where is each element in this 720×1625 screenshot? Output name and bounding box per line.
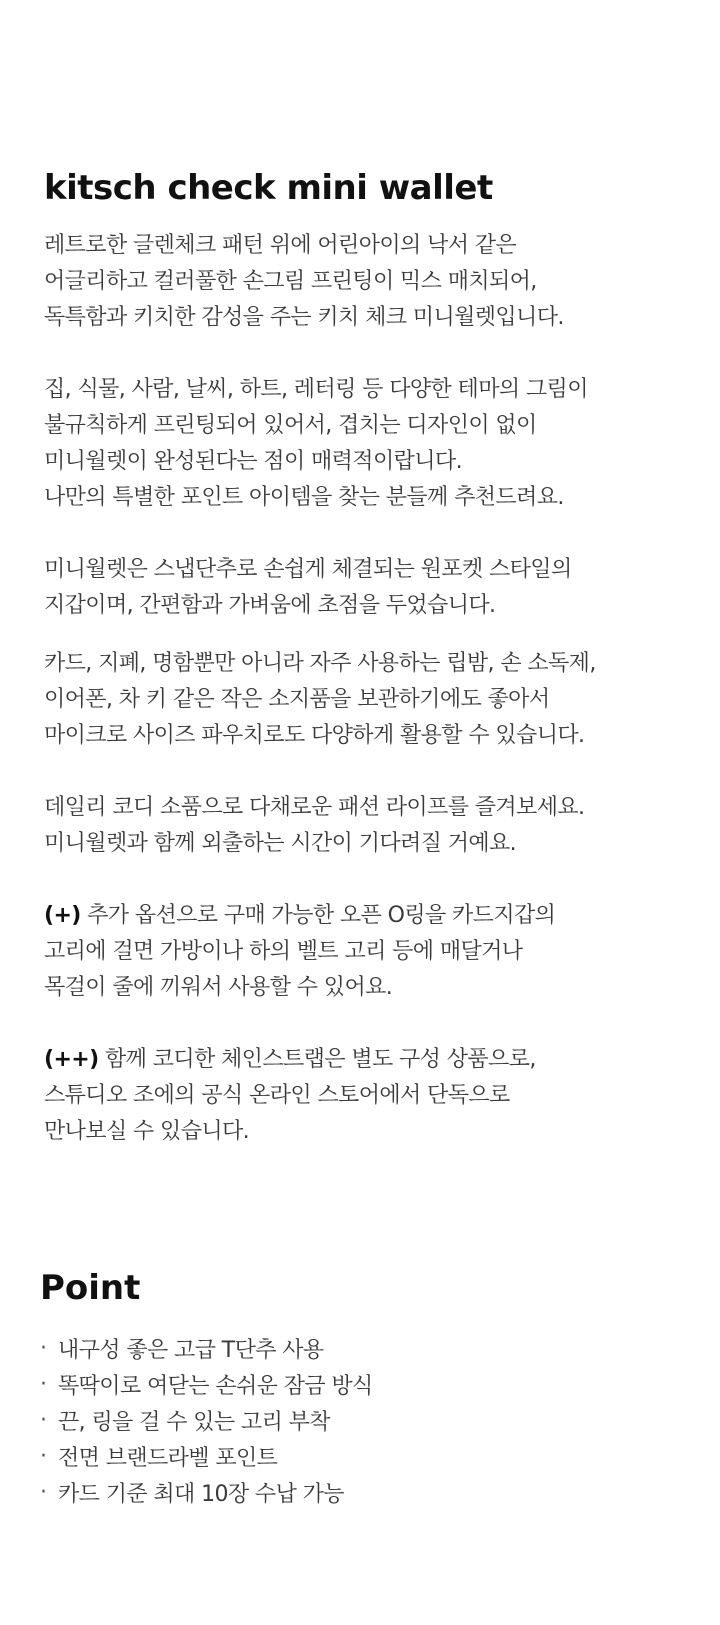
- description-line: [44, 1042, 704, 1078]
- bullet-dot-icon: ·: [40, 1407, 47, 1433]
- description-paragraph-themes: [44, 372, 704, 516]
- description-line: 미니월렛과 함께 외출하는 시간이 기다려질 거예요.: [44, 831, 517, 856]
- description-paragraph-intro: [44, 228, 704, 336]
- point-item: [40, 1366, 373, 1402]
- point-item-text: 똑딱이로 여닫는 손쉬운 잠금 방식: [58, 1373, 373, 1399]
- description-line: 레트로한 글렌체크 패턴 위에 어린아이의 낙서 같은: [44, 233, 517, 258]
- option-prefix: (+): [44, 903, 81, 928]
- description-line: [44, 898, 704, 934]
- point-item: [40, 1474, 373, 1510]
- description-paragraph-option: [44, 898, 704, 1006]
- description-line: 집, 식물, 사람, 날씨, 하트, 레터링 등 다양한 테마의 그림이: [44, 377, 588, 402]
- description-line: 목걸이 줄에 끼워서 사용할 수 있어요.: [44, 975, 393, 1000]
- description-line: 이어폰, 차 키 같은 작은 소지품을 보관하기에도 좋아서: [44, 687, 550, 712]
- description-paragraph-usage: [44, 646, 704, 754]
- point-list: [40, 1330, 373, 1510]
- point-item: [40, 1438, 373, 1474]
- description-paragraph-chain: [44, 1042, 704, 1150]
- description-line: 고리에 걸면 가방이나 하의 벨트 고리 등에 매달거나: [44, 939, 523, 964]
- description-paragraph-style: [44, 552, 704, 624]
- bullet-dot-icon: ·: [40, 1443, 47, 1469]
- point-item-text: 카드 기준 최대 10장 수납 가능: [58, 1481, 344, 1507]
- description-line: 데일리 코디 소품으로 다채로운 패션 라이프를 즐겨보세요.: [44, 795, 585, 820]
- description-line: 미니월렛이 완성된다는 점이 매력적이랍니다.: [44, 449, 462, 474]
- description-line: 독특함과 키치한 감성을 주는 키치 체크 미니월렛입니다.: [44, 305, 564, 330]
- point-item: [40, 1330, 373, 1366]
- description-line: 만나보실 수 있습니다.: [44, 1119, 250, 1144]
- bullet-dot-icon: ·: [40, 1335, 47, 1361]
- description-line: 카드, 지폐, 명함뿐만 아니라 자주 사용하는 립밤, 손 소독제,: [44, 651, 596, 676]
- point-item-text: 내구성 좋은 고급 T단추 사용: [58, 1337, 324, 1363]
- description-line: 어글리하고 컬러풀한 손그림 프린팅이 믹스 매치되어,: [44, 269, 537, 294]
- option-text: 추가 옵션으로 구매 가능한 오픈 O링을 카드지갑의: [87, 903, 556, 928]
- description-line: 불규칙하게 프린팅되어 있어서, 겹치는 디자인이 없이: [44, 413, 537, 438]
- description-line: 나만의 특별한 포인트 아이템을 찾는 분들께 추천드려요.: [44, 485, 564, 510]
- point-item-text: 전면 브랜드라벨 포인트: [58, 1445, 278, 1471]
- point-item: [40, 1402, 373, 1438]
- description-line: 스튜디오 조에의 공식 온라인 스토어에서 단독으로: [44, 1083, 510, 1108]
- product-description: [44, 228, 704, 1150]
- bullet-dot-icon: ·: [40, 1371, 47, 1397]
- chain-prefix: (++): [44, 1047, 99, 1072]
- product-title: kitsch check mini wallet: [44, 168, 493, 208]
- bullet-dot-icon: ·: [40, 1479, 47, 1505]
- point-section-title: Point: [40, 1268, 141, 1308]
- description-line: 지갑이며, 간편함과 가벼움에 초점을 두었습니다.: [44, 593, 496, 618]
- description-line: 마이크로 사이즈 파우치로도 다양하게 활용할 수 있습니다.: [44, 723, 585, 748]
- chain-text: 함께 코디한 체인스트랩은 별도 구성 상품으로,: [104, 1047, 536, 1072]
- description-paragraph-daily: [44, 790, 704, 862]
- point-item-text: 끈, 링을 걸 수 있는 고리 부착: [58, 1409, 330, 1435]
- description-line: 미니월렛은 스냅단추로 손쉽게 체결되는 원포켓 스타일의: [44, 557, 572, 582]
